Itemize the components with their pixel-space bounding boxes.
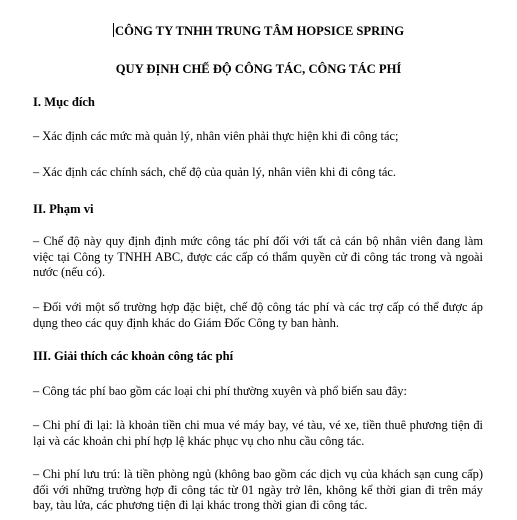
paragraph: – Chi phí lưu trú: là tiền phòng ngủ (không bao gồm các dịch vụ của khách sạn cung cấp) đối với những trường hợp đi công tác từ 01 ngày trở lên, không kể thời gian đi trên máy bay, tàu lửa, các phương tiện đi lại khác trong thời gian đi công tác. — [33, 467, 483, 512]
section-heading-expenses: III. Giải thích các khoản công tác phí — [33, 349, 234, 363]
document-title: QUY ĐỊNH CHẾ ĐỘ CÔNG TÁC, CÔNG TÁC PHÍ — [115, 62, 402, 76]
paragraph: – Chi phí đi lại: là khoản tiền chi mua vé máy bay, vé tàu, vé xe, tiền thuê phương tiện đi lại và các khoản chi phí hợp lệ khác phục vụ cho nhu cầu công tác. — [33, 418, 483, 448]
section-heading-scope: II. Phạm vi — [33, 202, 94, 216]
company-name-text: CÔNG TY TNHH TRUNG TÂM HOPSICE SPRING — [114, 24, 404, 38]
paragraph: – Chế độ này quy định định mức công tác phí đối với tất cả cán bộ nhân viên đang làm việc tại Công ty TNHH ABC, được các cấp có thẩm quyền cử đi công tác trong và ngoài nước (nếu có). — [33, 234, 483, 279]
paragraph: – Xác định các chính sách, chế độ của quản lý, nhân viên khi đi công tác. — [33, 165, 396, 179]
company-name — [0, 23, 517, 39]
section-heading-purpose: I. Mục đích — [33, 95, 95, 109]
text-cursor — [113, 23, 114, 37]
paragraph: – Đối với một số trường hợp đặc biệt, chế độ công tác phí và các trợ cấp có thể được áp dụng theo các quy định khác do Giám Đốc Công ty ban hành. — [33, 300, 483, 330]
paragraph: – Xác định các mức mà quản lý, nhân viên phải thực hiện khi đi công tác; — [33, 129, 399, 143]
paragraph: – Công tác phí bao gồm các loại chi phí thường xuyên và phổ biến sau đây: — [33, 384, 407, 398]
